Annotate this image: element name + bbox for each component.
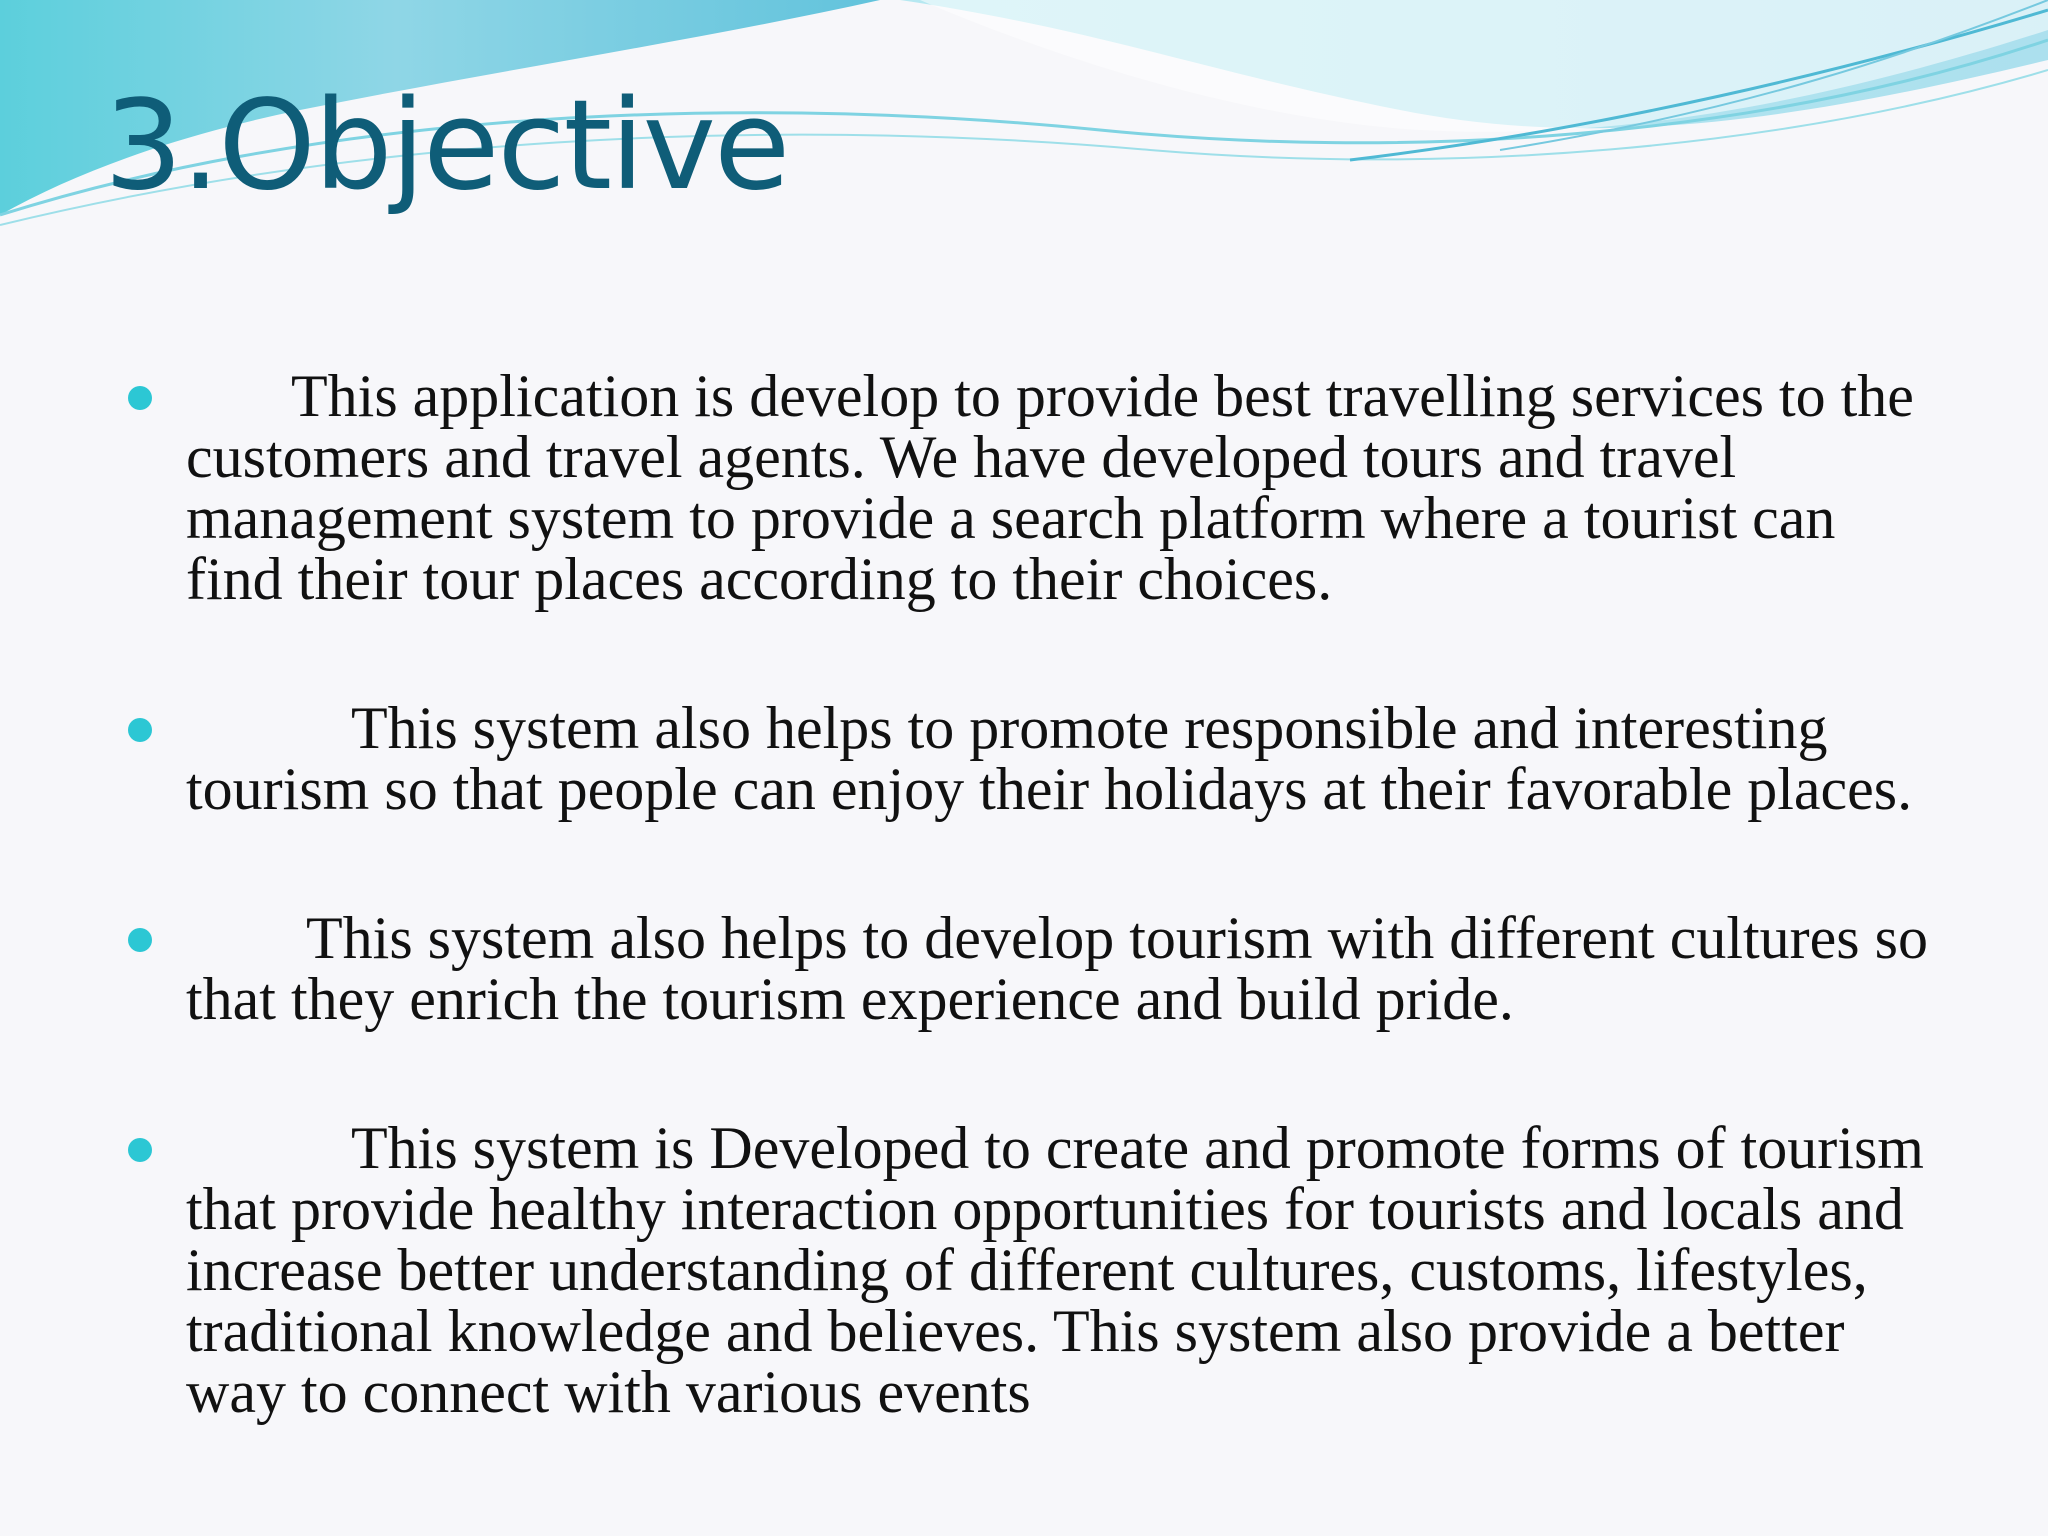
bullet-item bbox=[128, 1115, 1939, 1425]
bullet-text: This system also helps to develop tourism with different cultures so that they enrich the tourism experience and build pride. bbox=[186, 905, 1943, 1032]
bullet-item bbox=[128, 695, 1928, 822]
bullet-text: This application is develop to provide best travelling services to the customers and travel agents. We have developed tours and travel management system to provide a search platform where a tourist can find their tour places according to their choices. bbox=[186, 363, 1929, 612]
bullet-text: This system is Developed to create and promote forms of tourism that provide healthy interaction opportunities for tourists and locals and increase better understanding of different cultures, customs, lifestyles, traditional knowledge and believes. This system also provide a better way to connect with various events bbox=[186, 1115, 1939, 1425]
bullet-dot-icon bbox=[128, 718, 152, 742]
bullet-dot-icon bbox=[128, 1138, 152, 1162]
bullet-dot-icon bbox=[128, 386, 152, 410]
bullet-text: This system also helps to promote responsible and interesting tourism so that people can enjoy their holidays at their favorable places. bbox=[186, 695, 1913, 822]
bullet-list bbox=[128, 363, 1943, 1425]
bullet-item bbox=[128, 905, 1943, 1032]
bullet-dot-icon bbox=[128, 928, 152, 952]
bullet-item bbox=[128, 363, 1929, 612]
slide-title: 3.Objective bbox=[104, 74, 789, 218]
